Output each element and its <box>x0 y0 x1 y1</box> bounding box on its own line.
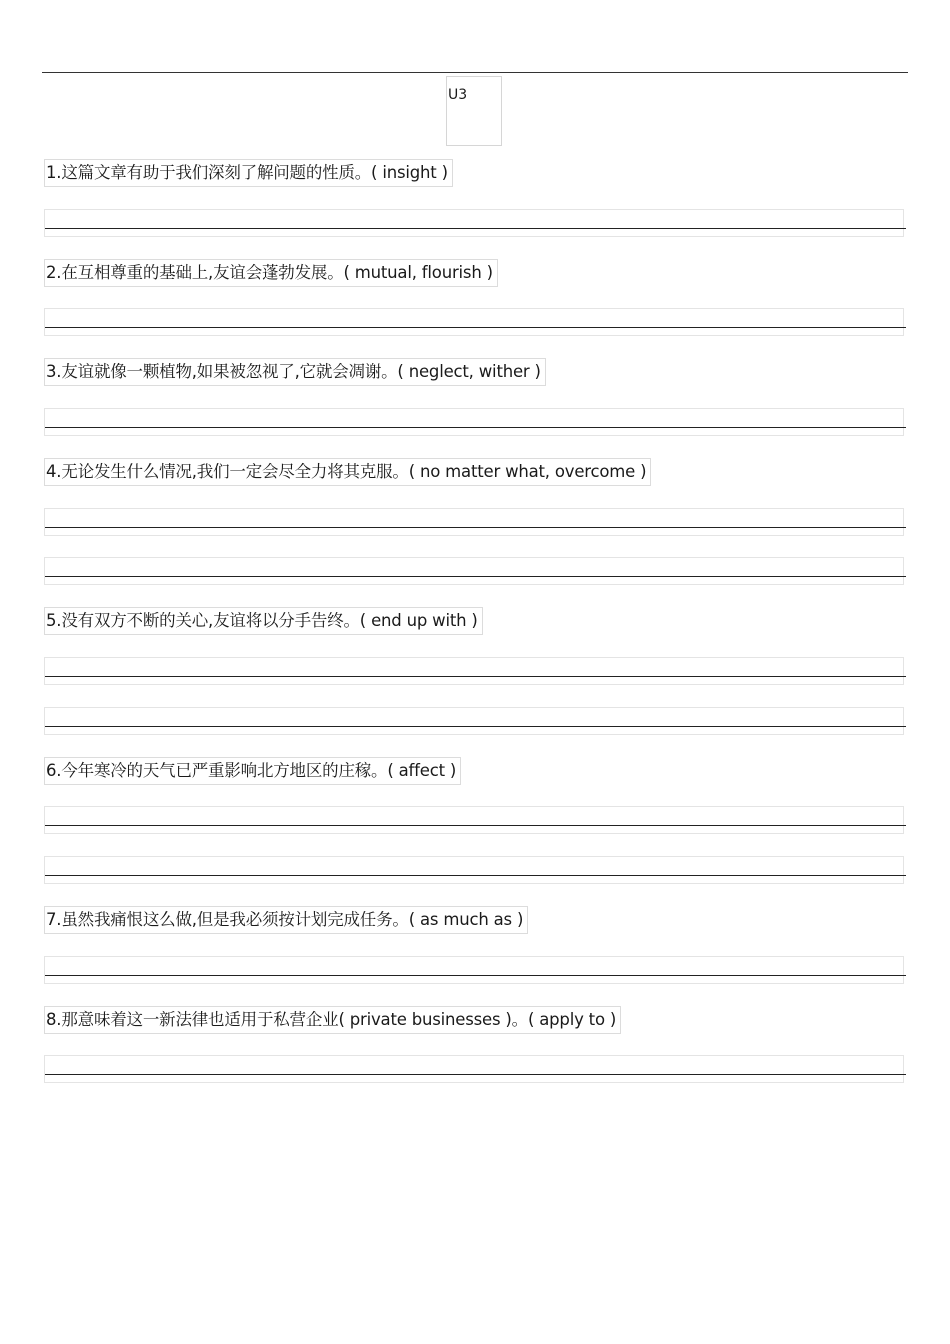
answer-line[interactable] <box>44 508 904 536</box>
question-1: 1.这篇文章有助于我们深刻了解问题的性质。( insight ) <box>44 159 453 187</box>
answer-line[interactable] <box>44 707 904 735</box>
answer-line[interactable] <box>44 557 904 585</box>
top-rule <box>42 72 908 73</box>
answer-line[interactable] <box>44 856 904 884</box>
answer-line[interactable] <box>44 657 904 685</box>
answer-line[interactable] <box>44 308 904 336</box>
answer-line[interactable] <box>44 806 904 834</box>
unit-label-box <box>446 76 502 146</box>
unit-label: U3 <box>448 87 468 103</box>
question-7: 7.虽然我痛恨这么做,但是我必须按计划完成任务。( as much as ) <box>44 906 528 934</box>
question-6: 6.今年寒冷的天气已严重影响北方地区的庄稼。( affect ) <box>44 757 461 785</box>
question-8: 8.那意味着这一新法律也适用于私营企业( private businesses )。( apply to ) <box>44 1006 621 1034</box>
answer-line[interactable] <box>44 1055 904 1083</box>
answer-line[interactable] <box>44 956 904 984</box>
answer-line[interactable] <box>44 408 904 436</box>
question-2: 2.在互相尊重的基础上,友谊会蓬勃发展。( mutual, flourish ) <box>44 259 498 287</box>
question-4: 4.无论发生什么情况,我们一定会尽全力将其克服。( no matter what, overcome ) <box>44 458 651 486</box>
question-5: 5.没有双方不断的关心,友谊将以分手告终。( end up with ) <box>44 607 483 635</box>
question-3: 3.友谊就像一颗植物,如果被忽视了,它就会凋谢。( neglect, wither ) <box>44 358 546 386</box>
answer-line[interactable] <box>44 209 904 237</box>
